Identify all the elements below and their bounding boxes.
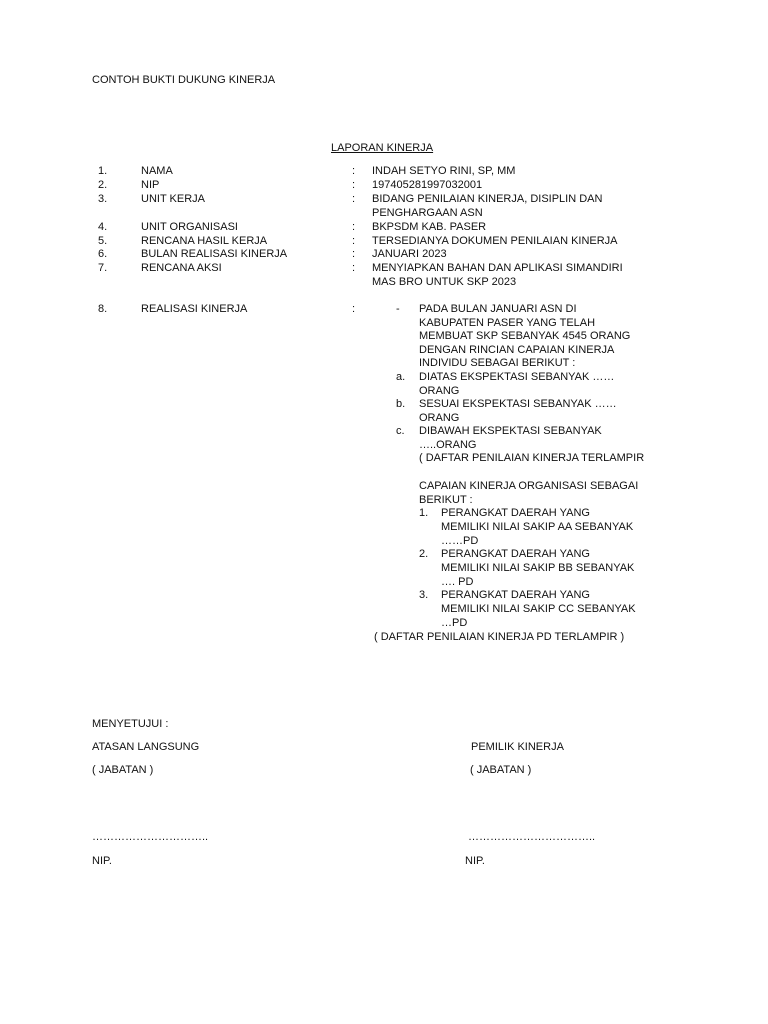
item-line2: MEMILIKI NILAI SAKIP BB SEBANYAK [441, 562, 635, 574]
row-value-line2: MAS BRO UNTUK SKP 2023 [372, 276, 517, 288]
item-marker: 2. [419, 548, 429, 560]
right-signer-role: PEMILIK KINERJA [471, 741, 564, 753]
intro-line: INDIVIDU SEBAGAI BERIKUT : [419, 357, 576, 370]
item-marker: b. [396, 398, 406, 410]
row-label: REALISASI KINERJA [141, 303, 248, 315]
item-line3: ……PD [441, 535, 479, 547]
item-line2: …..ORANG [419, 439, 477, 451]
row-value-line1: BIDANG PENILAIAN KINERJA, DISIPLIN DAN [372, 193, 603, 205]
row-colon: : [352, 193, 356, 205]
org-intro [419, 480, 638, 507]
row-value: BKPSDM KAB. PASER [372, 221, 487, 233]
row-number: 6. [98, 248, 108, 260]
row-value: INDAH SETYO RINI, SP, MM [372, 165, 516, 177]
row-colon: : [352, 248, 356, 260]
item-marker: 3. [419, 589, 429, 601]
row-number: 4. [98, 221, 108, 233]
org-intro-line: BERIKUT : [419, 493, 473, 506]
item-line2: MEMILIKI NILAI SAKIP CC SEBANYAK [441, 603, 636, 615]
row-label: RENCANA HASIL KERJA [141, 235, 268, 247]
item-line2: ORANG [419, 412, 460, 424]
row-label: RENCANA AKSI [141, 262, 222, 274]
item-marker: 1. [419, 507, 429, 519]
row-colon: : [352, 235, 356, 247]
row-number: 8. [98, 303, 108, 315]
row-label: NAMA [141, 165, 173, 177]
left-signature-line: ………………………….. [92, 831, 209, 843]
item-line1: PERANGKAT DAERAH YANG [441, 589, 590, 601]
item-marker: c. [396, 425, 405, 437]
item-line2: ORANG [419, 385, 460, 397]
right-signer-jabatan: ( JABATAN ) [470, 764, 532, 776]
row-value: 197405281997032001 [372, 179, 483, 191]
right-signature-line: …………………………….. [468, 831, 596, 843]
realisasi-intro [419, 303, 630, 371]
item-line1: DIATAS EKSPEKTASI SEBANYAK …… [419, 371, 615, 383]
row-colon: : [352, 303, 356, 315]
row-value-line2: PENGHARGAAN ASN [372, 207, 483, 219]
item-marker: a. [396, 371, 406, 383]
row-number: 3. [98, 193, 108, 205]
row-number: 1. [98, 165, 108, 177]
page-title: LAPORAN KINERJA [331, 142, 434, 154]
row-value: TERSEDIANYA DOKUMEN PENILAIAN KINERJA [372, 235, 618, 247]
intro-line: DENGAN RINCIAN CAPAIAN KINERJA [419, 343, 615, 356]
item-line1: SESUAI EKSPEKTASI SEBANYAK …… [419, 398, 617, 410]
approve-label: MENYETUJUI : [92, 718, 169, 730]
individu-note: ( DAFTAR PENILAIAN KINERJA TERLAMPIR [419, 452, 645, 464]
row-label: UNIT KERJA [141, 193, 205, 205]
item-line1: DIBAWAH EKSPEKTASI SEBANYAK [419, 425, 602, 437]
row-value: JANUARI 2023 [372, 248, 447, 260]
item-line3: …. PD [441, 576, 474, 588]
left-signer-nip: NIP. [92, 855, 112, 867]
item-line2: MEMILIKI NILAI SAKIP AA SEBANYAK [441, 521, 634, 533]
item-line3: …PD [441, 617, 468, 629]
row-number: 5. [98, 235, 108, 247]
row-label: BULAN REALISASI KINERJA [141, 248, 288, 260]
bullet-dash: - [396, 303, 400, 315]
left-signer-jabatan: ( JABATAN ) [92, 764, 154, 776]
org-intro-line: CAPAIAN KINERJA ORGANISASI SEBAGAI [419, 480, 639, 492]
row-number: 2. [98, 179, 108, 191]
row-number: 7. [98, 262, 108, 274]
intro-line: MEMBUAT SKP SEBANYAK 4545 ORANG [419, 330, 631, 343]
left-signer-role: ATASAN LANGSUNG [92, 741, 200, 753]
org-note: ( DAFTAR PENILAIAN KINERJA PD TERLAMPIR ) [374, 631, 625, 643]
row-label: UNIT ORGANISASI [141, 221, 238, 233]
row-colon: : [352, 262, 356, 274]
item-line1: PERANGKAT DAERAH YANG [441, 507, 590, 519]
row-colon: : [352, 179, 356, 191]
doc-label: CONTOH BUKTI DUKUNG KINERJA [92, 74, 276, 86]
row-value-line1: MENYIAPKAN BAHAN DAN APLIKASI SIMANDIRI [372, 262, 623, 274]
item-line1: PERANGKAT DAERAH YANG [441, 548, 590, 560]
row-label: NIP [141, 179, 160, 191]
intro-line: KABUPATEN PASER YANG TELAH [419, 316, 596, 329]
right-signer-nip: NIP. [465, 855, 485, 867]
row-colon: : [352, 221, 356, 233]
intro-line: PADA BULAN JANUARI ASN DI [419, 303, 577, 315]
row-colon: : [352, 165, 356, 177]
